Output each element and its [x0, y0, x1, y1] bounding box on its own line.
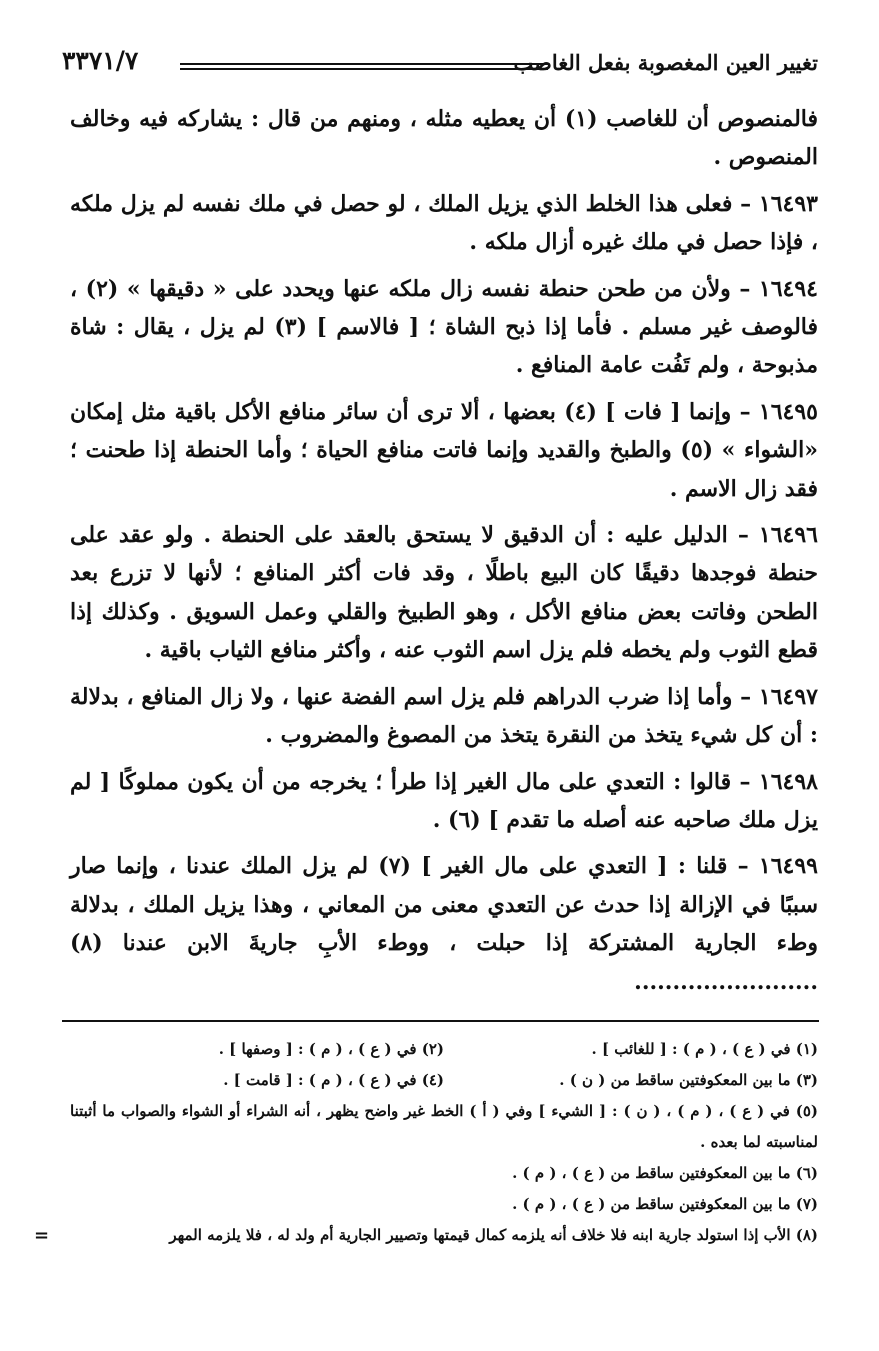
main-text	[70, 100, 818, 1009]
continuation-mark: =	[34, 1225, 50, 1246]
footnote-6: (٦) ما بين المعكوفتين ساقط من ( ع ) ، ( م ) .	[512, 1164, 818, 1182]
footnote-2: (٢) في ( ع ) ، ( م ) : [ وصفها ] .	[218, 1040, 444, 1058]
paragraph: ١٦٤٩٦ – الدليل عليه : أن الدقيق لا يستحق بالعقد على الحنطة . ولو عقد على حنطة فوجدها دقيقًا كان البيع باطلًا ، وقد فات أكثر المنافع ؛ لأنها لا تزرع بعد الطحن وفاتت بعض منافع الأكل ، وهو الطبيخ والقلي وعمل السويق . وكذلك إذا قطع الثوب ولم يخطه فلم يزل اسم الثوب عنه ، وأكثر منافع الثياب باقية .	[70, 522, 819, 664]
paragraph: ١٦٤٩٤ – ولأن من طحن حنطة نفسه زال ملكه عنها ويحدد على « دقيقها » (٢) ، فالوصف غير مسلم . فأما إذا ذبح الشاة ؛ [ فالاسم ] (٣) لم يزل ، يقال : شاة مذبوحة ، ولم تَفُت عامة المنافع .	[70, 275, 819, 379]
footnote-7: (٧) ما بين المعكوفتين ساقط من ( ع ) ، ( م ) .	[512, 1195, 818, 1213]
paragraph: فالمنصوص أن للغاصب (١) أن يعطيه مثله ، ومنهم من قال : يشاركه فيه وخالف المنصوص .	[70, 106, 819, 171]
paragraph: ١٦٤٩٣ – فعلى هذا الخلط الذي يزيل الملك ، لو حصل في ملك نفسه لم يزل ملكه ، فإذا حصل في ملك غيره أزال ملكه .	[70, 190, 818, 256]
paragraph: ١٦٤٩٧ – وأما إذا ضرب الدراهم فلم يزل اسم الفضة عنها ، ولا زال المنافع ، بدلالة : أن كل شيء يتخذ من النقرة يتخذ من المصوغ والمضروب .	[70, 683, 818, 749]
page-number: ٣٣٧١/٧	[62, 46, 139, 75]
paragraph: ١٦٤٩٩ – قلنا : [ التعدي على مال الغير ] (٧) لم يزل الملك عندنا ، وإنما صار سببًا في الإزالة إذا حدث عن التعدي معنى من المعاني ، وهذا يزيل الملك ، بدلالة وطء الجارية المشتركة إذا حبلت ، ووطء الأبِ جاريةَ الابن عندنا (٨) ........................	[70, 853, 818, 995]
footnote-8-row	[34, 1220, 818, 1251]
footnote-8: (٨) الأب إذا استولد جارية ابنه فلا خلاف أنه يلزمه كمال قيمتها وتصيير الجارية أم ولد له ، فلا يلزمه المهر	[169, 1226, 818, 1244]
footnote-row	[70, 1034, 818, 1065]
paragraph: ١٦٤٩٥ – وإنما [ فات ] (٤) بعضها ، ألا ترى أن سائر منافع الأكل باقية مثل إمكان «الشواء » (٥) والطبخ والقديد وإنما فاتت منافع الحياة ؛ وأما الحنطة إذا طحنت ؛ فقد زال الاسم .	[70, 398, 819, 502]
header-rule	[180, 63, 548, 70]
footnotes	[34, 1034, 818, 1251]
footnote-5: (٥) في ( ع ) ، ( م ) ، ( ن ) : [ الشيء ] وفي ( أ ) الخط غير واضح يظهر ، أنه الشراء أو الشواء والصواب ما أثبتنا لمناسبته لما بعده .	[70, 1102, 818, 1151]
footnote-3: (٣) ما بين المعكوفتين ساقط من ( ن ) .	[559, 1071, 818, 1089]
footnote-1: (١) في ( ع ) ، ( م ) : [ للغائب ] .	[591, 1040, 818, 1058]
footnote-row	[70, 1065, 818, 1096]
running-title: تغيير العين المغصوبة بفعل الغاصب	[513, 50, 818, 75]
paragraph: ١٦٤٩٨ – قالوا : التعدي على مال الغير إذا طرأ ؛ يخرجه من أن يكون مملوكًا [ لم يزل ملك صاحبه عنه أصله ما تقدم ] (٦) .	[70, 768, 818, 833]
footnote-separator	[62, 1020, 819, 1022]
footnote-4: (٤) في ( ع ) ، ( م ) : [ قامت ] .	[223, 1071, 444, 1089]
page-header	[62, 44, 818, 84]
